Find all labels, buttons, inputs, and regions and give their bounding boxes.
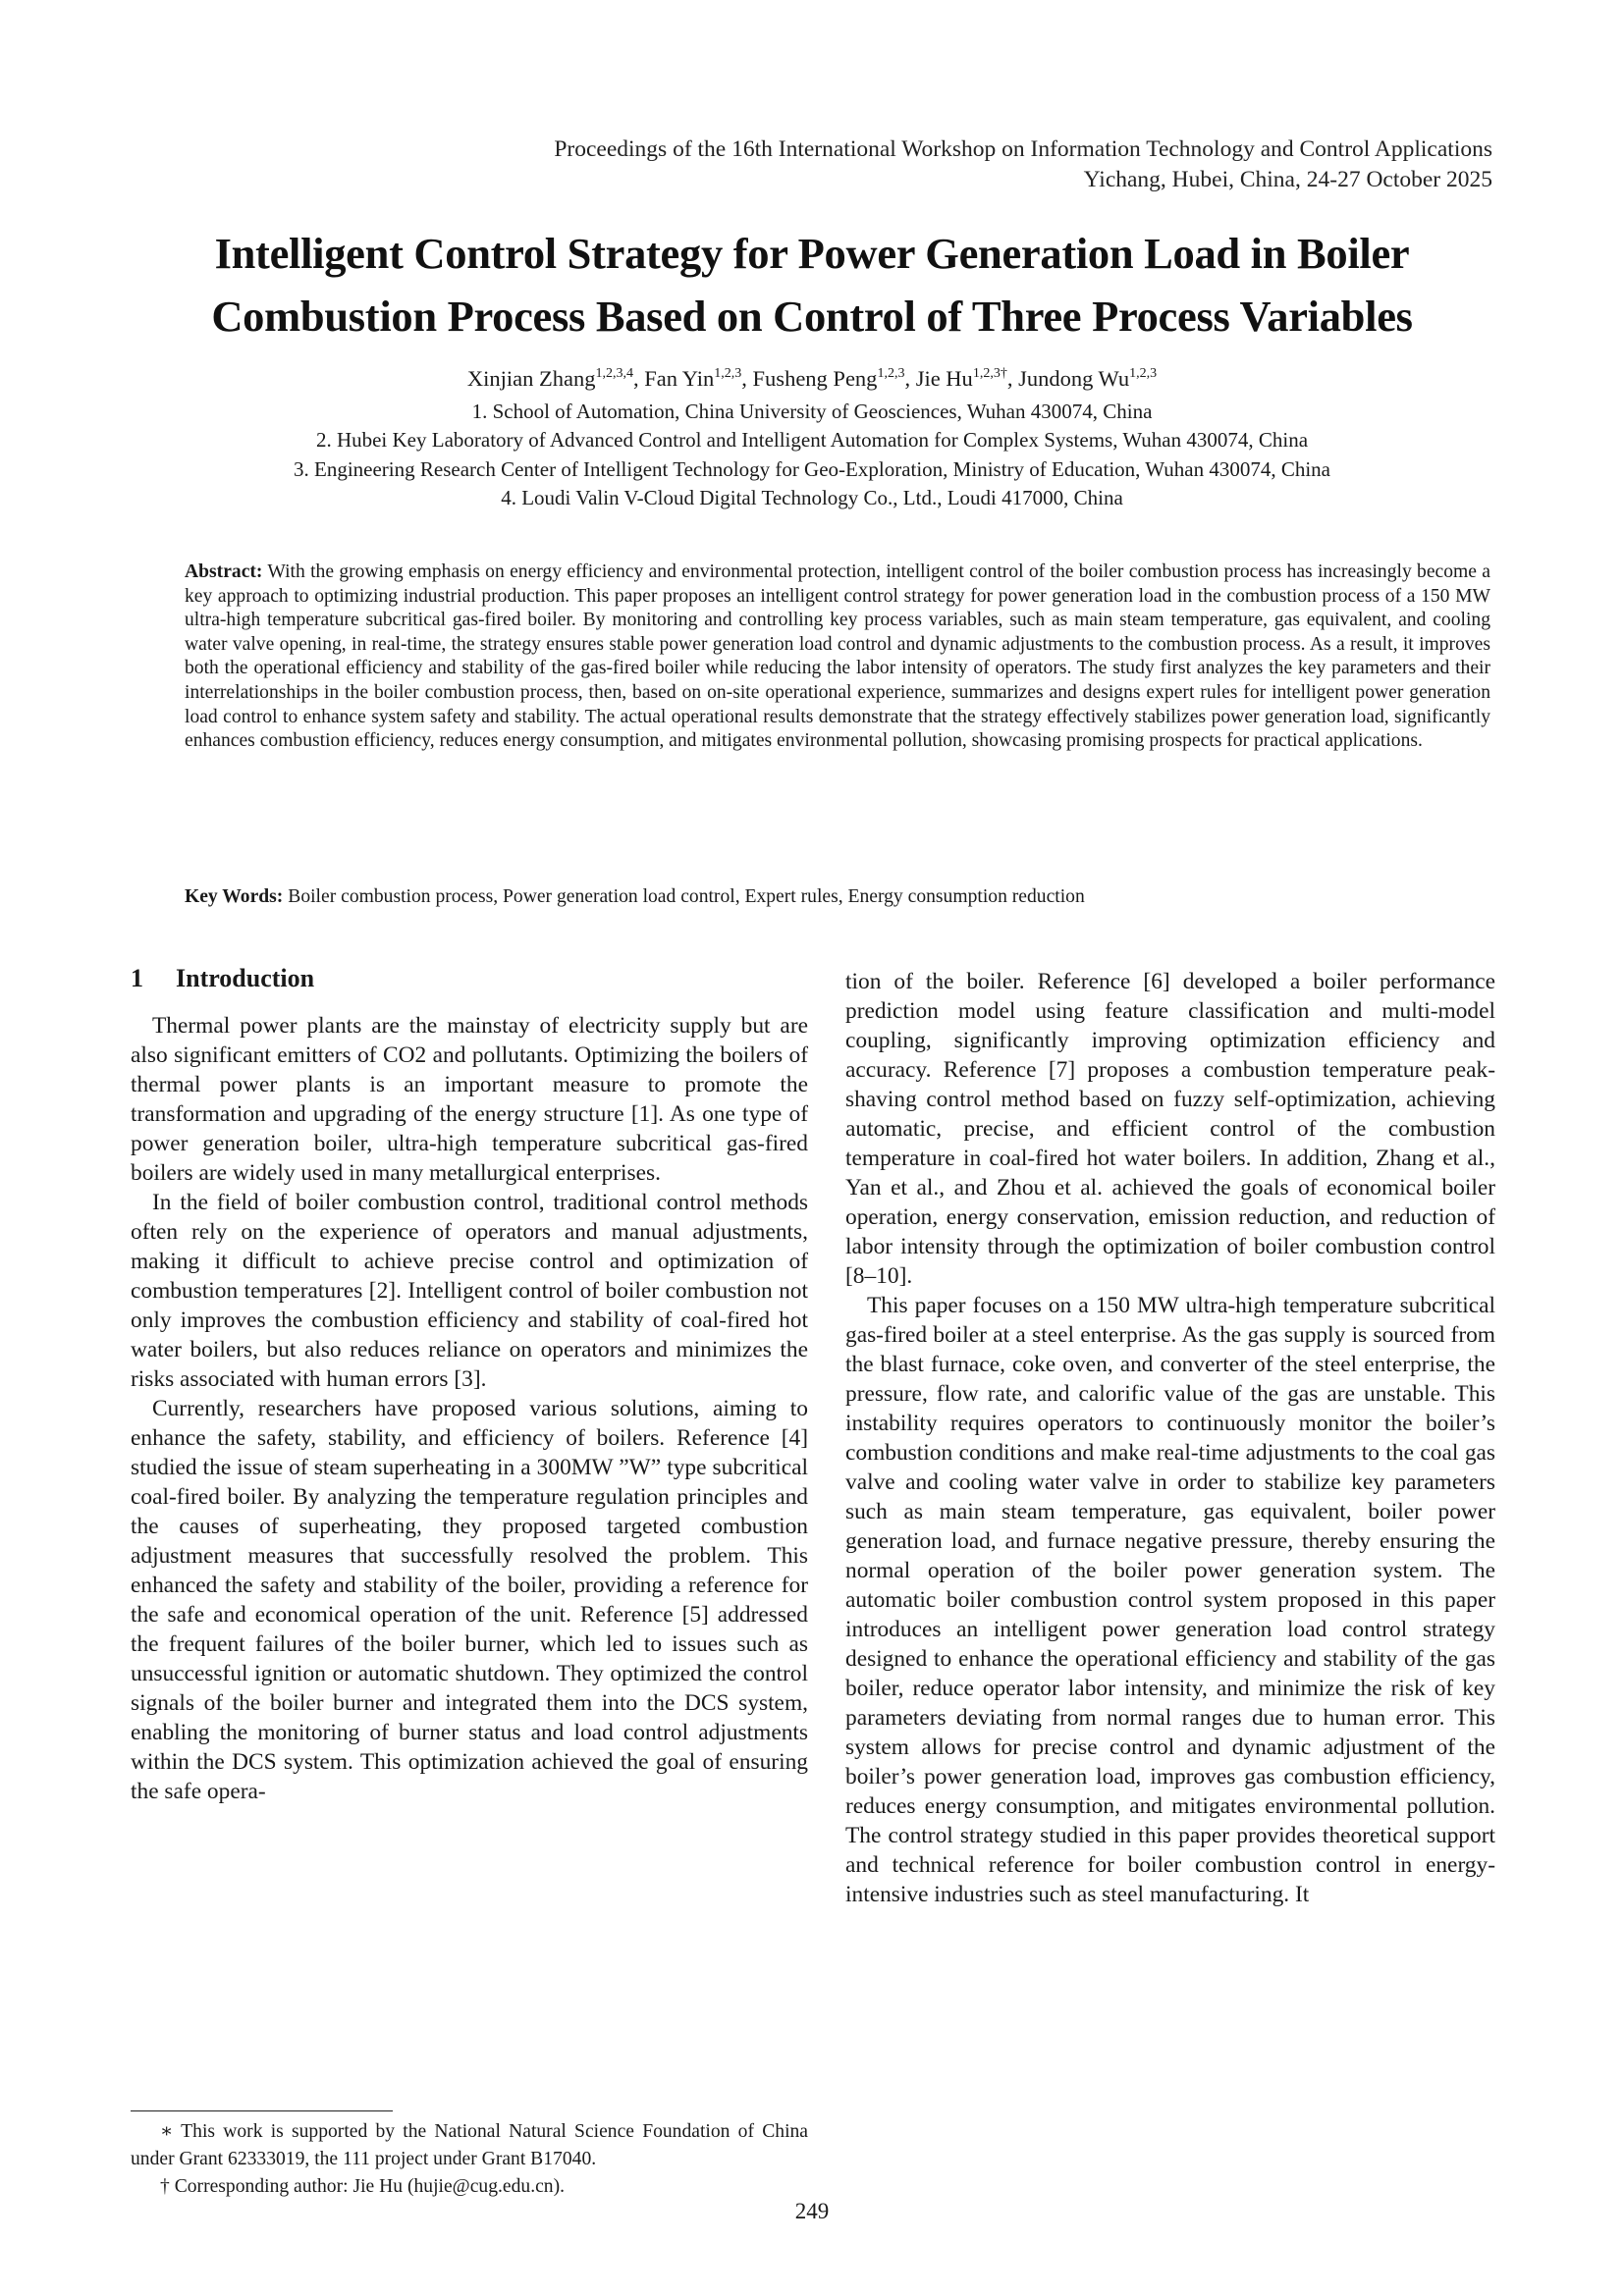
- keywords: [185, 884, 1490, 909]
- author-affiliation-marks: 1,2,3: [1129, 366, 1158, 381]
- author: [1018, 366, 1157, 391]
- footnote-funding: [131, 2118, 808, 2173]
- title-line-1: Intelligent Control Strategy for Power Generation Load in Boiler: [214, 229, 1410, 278]
- author-separator: ,: [741, 366, 753, 391]
- abstract-text: With the growing emphasis on energy efficiency and environmental protection, intelligent control of the boiler combustion process has increasingly become a key approach to optimizing industrial production. This paper proposes an intelligent control strategy for power generation load in the combustion process of a 150 MW ultra-high temperature subcritical gas-fired boiler. By monitoring and controlling key process variables, such as main steam temperature, gas equivalent, and cooling water valve opening, in real-time, the strategy ensures stable power generation load control and dynamic adjustments to the combustion process. As a result, it improves both the operational efficiency and stability of the gas-fired boiler while reducing the labor intensity of operators. The study first analyzes the key parameters and their interrelationships in the boiler combustion process, then, based on on-site operational experience, summarizes and designs expert rules for intelligent power generation load control to enhance system safety and stability. The actual operational results demonstrate that the strategy effectively stabilizes power generation load, significantly enhances combustion efficiency, reduces energy consumption, and mitigates environmental pollution, showcasing promising prospects for practical applications.: [185, 561, 1490, 752]
- abstract-label: Abstract:: [185, 561, 263, 582]
- author-list: [118, 365, 1506, 393]
- footnote-text: This work is supported by the National Natural Science Foundation of China under Grant 62333019, the 111 project under Grant B17040.: [131, 2121, 808, 2169]
- footnote-symbol: ∗: [160, 2121, 174, 2142]
- footnote-divider: [131, 2110, 393, 2111]
- author-affiliation-marks: 1,2,3,4: [595, 366, 633, 381]
- conference-location-date: Yichang, Hubei, China, 24-27 October 2025: [1083, 167, 1492, 192]
- affiliation: 2. Hubei Key Laboratory of Advanced Control and Intelligent Automation for Complex Systems, Wuhan 430074, China: [315, 428, 1309, 453]
- section-title: Introduction: [176, 964, 315, 992]
- body-paragraph: In the field of boiler combustion control, traditional control methods often rely on the experience of operators and manual adjustments, making it difficult to achieve precise control and optimization of combustion temperatures [2]. Intelligent control of boiler combustion not only improves the combustion efficiency and stability of coal-fired hot water boilers, but also reduces reliance on operators and minimizes the risks associated with human errors [3].: [131, 1190, 808, 1392]
- author-name: Jie Hu: [915, 366, 973, 391]
- section-heading-introduction: [131, 962, 314, 995]
- body-paragraph: Thermal power plants are the mainstay of electricity supply but are also significant emitters of CO2 and pollutants. Optimizing the boilers of thermal power plants is an important measure to promote the transformation and upgrading of the energy structure [1]. As one type of power generation boiler, ultra-high temperature subcritical gas-fired boilers are widely used in many metallurgical enterprises.: [131, 1013, 808, 1186]
- keywords-text: Boiler combustion process, Power generation load control, Expert rules, Energy consumption reduction: [288, 886, 1085, 907]
- author-separator: ,: [1006, 366, 1019, 391]
- author-affiliation-marks: 1,2,3: [714, 366, 742, 381]
- right-column: [845, 967, 1495, 1909]
- author-name: Jundong Wu: [1018, 366, 1130, 391]
- author: [644, 366, 752, 391]
- affiliation: 1. School of Automation, China University of Geosciences, Wuhan 430074, China: [471, 400, 1153, 423]
- title-line-2: Combustion Process Based on Control of Three Process Variables: [211, 292, 1413, 341]
- author: [916, 366, 1018, 391]
- body-paragraph: This paper focuses on a 150 MW ultra-high temperature subcritical gas-fired boiler at a steel enterprise. As the gas supply is sourced from the blast furnace, coke oven, and converter of the steel enterprise, the pressure, flow rate, and calorific value of the gas are unstable. This instability requires operators to continuously monitor the boiler’s combustion conditions and make real-time adjustments to the coal gas valve and cooling water valve in order to stabilize key parameters such as main steam temperature, gas equivalent, boiler power generation load, and furnace negative pressure, thereby ensuring the normal operation of the boiler power generation system. The automatic boiler combustion control system proposed in this paper introduces an intelligent power generation load control strategy designed to enhance the operational efficiency and stability of the gas boiler, reduce operator labor intensity, and minimize the risk of key parameters deviating from normal ranges due to human error. This system allows for precise control and dynamic adjustment of the boiler’s power generation load, improves gas combustion efficiency, reduces energy consumption, and mitigates environmental pollution. The control strategy studied in this paper provides theoretical support and technical reference for boiler combustion control in energy-intensive industries such as steel manufacturing. It: [845, 1293, 1495, 1907]
- author-separator: ,: [904, 366, 916, 391]
- keywords-label: Key Words:: [185, 886, 284, 907]
- author-name: Fusheng Peng: [752, 366, 878, 391]
- page-number: 249: [794, 2199, 830, 2223]
- section-number: 1: [131, 964, 143, 992]
- body-paragraph: Currently, researchers have proposed various solutions, aiming to enhance the safety, stability, and efficiency of boilers. Reference [4] studied the issue of steam superheating in a 300MW ”W” type subcritical coal-fired boiler. By analyzing the temperature regulation principles and the causes of superheating, they proposed targeted combustion adjustment measures that successfully resolved the problem. This enhanced the safety and stability of the boiler, providing a reference for the safe and economical operation of the unit. Reference [5] addressed the frequent failures of the boiler burner, which led to issues such as unsuccessful ignition or automatic shutdown. They optimized the control signals of the boiler burner and integrated them into the DCS system, enabling the monitoring of burner status and load control adjustments within the DCS system. This optimization achieved the goal of ensuring the safe opera-: [131, 1396, 808, 1804]
- proceedings-header: [554, 134, 1492, 195]
- author-name: Xinjian Zhang: [466, 366, 596, 391]
- author: [753, 366, 916, 391]
- author-affiliation-marks: 1,2,3: [877, 366, 905, 381]
- affiliation: 3. Engineering Research Center of Intelligent Technology for Geo-Exploration, Ministry of Education, Wuhan 430074, China: [294, 456, 1330, 481]
- author-name: Fan Yin: [644, 366, 715, 391]
- footnote-symbol: †: [160, 2176, 170, 2197]
- author: [467, 366, 644, 391]
- body-paragraph: tion of the boiler. Reference [6] developed a boiler performance prediction model using feature classification and multi-model coupling, significantly improving optimization efficiency and accuracy. Reference [7] proposes a combustion temperature peak-shaving control method based on fuzzy self-optimization, achieving automatic, precise, and efficient control of the combustion temperature in coal-fired hot water boilers. In addition, Zhang et al., Yan et al., and Zhou et al. achieved the goals of economical boiler operation, energy conservation, emission reduction, and reduction of labor intensity through the optimization of boiler combustion control [8–10].: [845, 969, 1495, 1289]
- affiliation: 4. Loudi Valin V-Cloud Digital Technology Co., Ltd., Loudi 417000, China: [501, 485, 1123, 509]
- paper-title: [118, 222, 1506, 347]
- abstract: [185, 561, 1490, 754]
- author-affiliation-marks: 1,2,3†: [972, 366, 1007, 381]
- affiliations: [118, 398, 1506, 512]
- left-column: [131, 1011, 808, 1806]
- author-separator: ,: [632, 366, 645, 391]
- footnotes: [131, 2118, 808, 2201]
- proceedings-name: Proceedings of the 16th International Workshop on Information Technology and Control Applications: [554, 136, 1492, 162]
- footnote-text: Corresponding author: Jie Hu (hujie@cug.edu.cn).: [169, 2176, 566, 2197]
